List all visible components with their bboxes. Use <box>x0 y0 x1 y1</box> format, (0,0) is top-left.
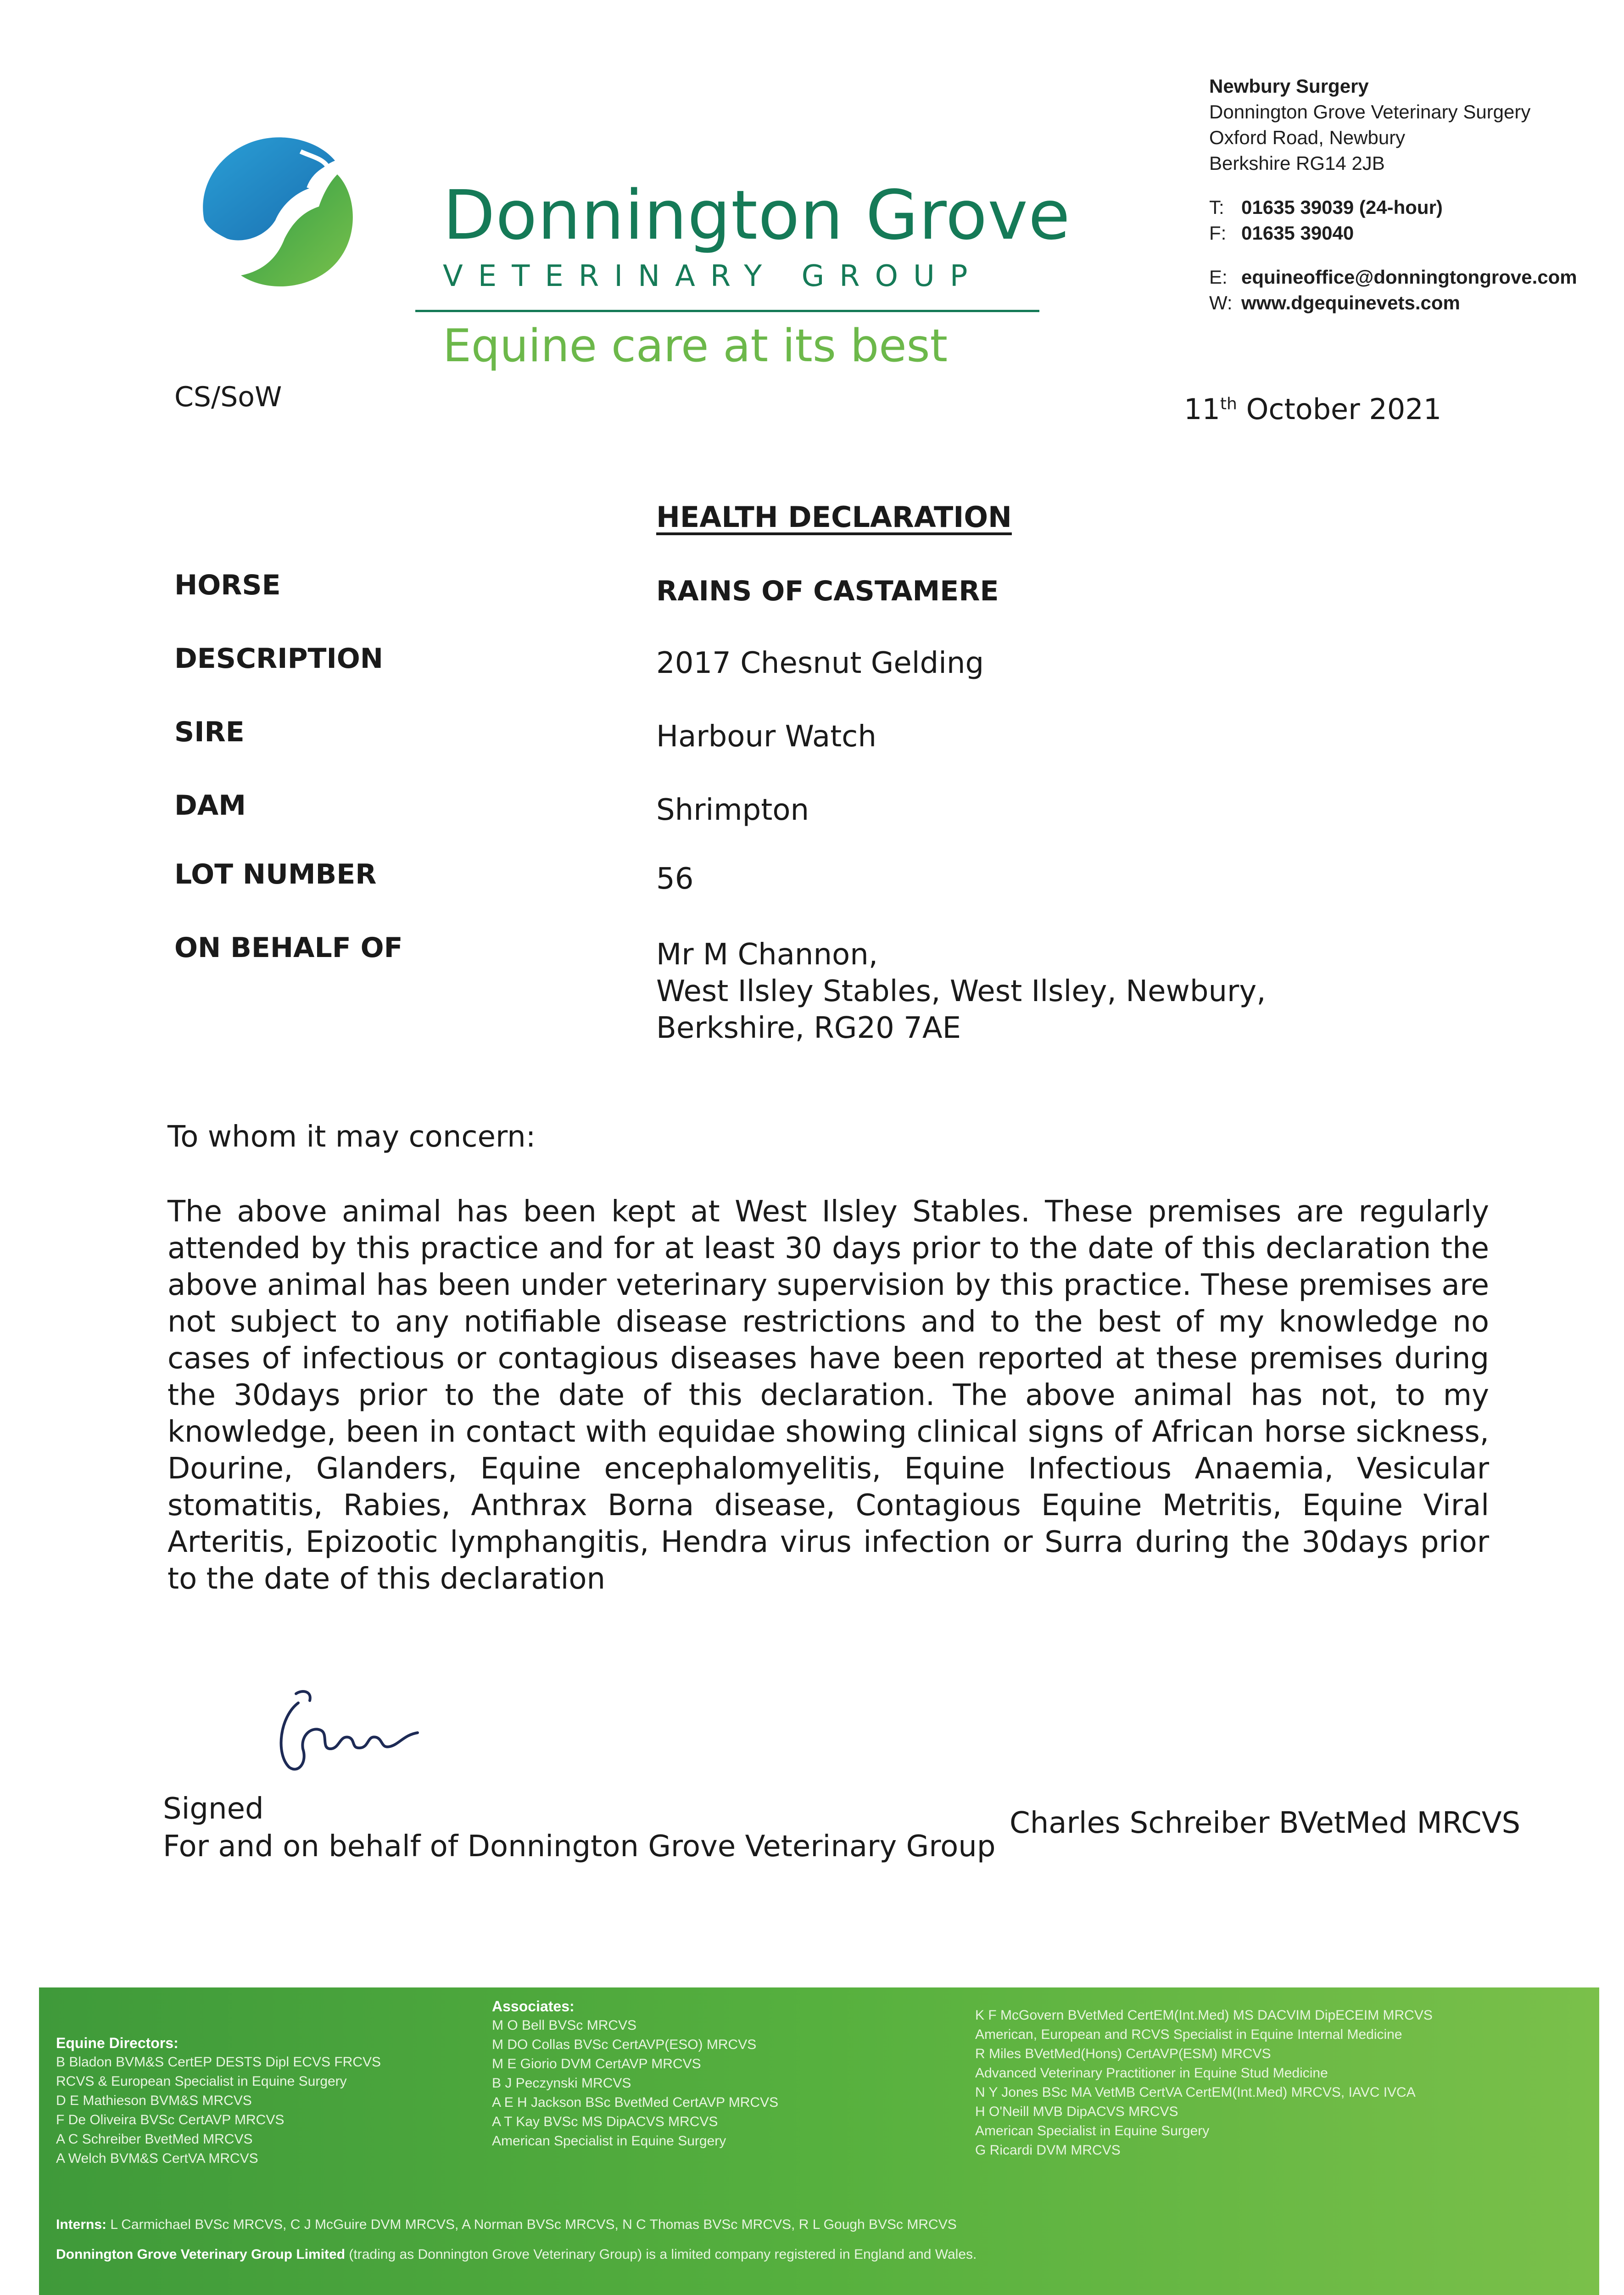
brand-subtitle: VETERINARY GROUP <box>443 259 983 293</box>
reference: CS/SoW <box>174 381 282 413</box>
list-item: K F McGovern BVetMed CertEM(Int.Med) MS DACVIM DipECEIM MRCVS <box>975 2008 1433 2023</box>
declaration-body: The above animal has been kept at West Ilsley Stables. These premises are regularly attended by this practice and for at least 30 days prior to the date of this declaration the above animal has been under veterinary supervision by this practice. These premises are not subject to any notifiable disease restrictions and to the best of my knowledge no cases of infectious or contagious diseases have been reported at these premises during the 30days prior to the date of this declaration. The above animal has not, to my knowledge, been in contact with equidae showing clinical signs of African horse sickness, Dourine, Glanders, Equine encephalomyelitis, Equine Infectious Anaemia, Vesicular stomatitis, Rabies, Anthrax Borna disease, Contagious Equine Metritis, Equine Viral Arteritis, Epizootic lymphangitis, Hendra virus infection or Surra during the 30days prior to the date of this declaration <box>167 1195 1489 1596</box>
letter-date <box>1184 392 1441 426</box>
lot-number-label: LOT NUMBER <box>174 858 377 890</box>
list-item: B J Peczynski MRCVS <box>492 2076 631 2091</box>
telephone-number[interactable]: 01635 39039 (24-hour) <box>1241 196 1443 218</box>
directors-column <box>56 2033 381 2168</box>
dam-value: Shrimpton <box>656 793 809 827</box>
list-item: American Specialist in Equine Surgery <box>975 2123 1210 2138</box>
list-item: RCVS & European Specialist in Equine Surgery <box>56 2074 347 2089</box>
address-line: Berkshire RG14 2JB <box>1209 152 1385 174</box>
interns-list: L Carmichael BVSc MRCVS, C J McGuire DVM MRCVS, A Norman BVSc MRCVS, N C Thomas BVSc MRCVS, R L Gough BVSc MRCVS <box>110 2217 957 2232</box>
list-item: A T Kay BVSc MS DipACVS MRCVS <box>492 2114 718 2129</box>
fax-number: 01635 39040 <box>1241 222 1354 244</box>
list-item: M O Bell BVSc MRCVS <box>492 2018 637 2033</box>
owner-address: West Ilsley Stables, West Ilsley, Newbury, <box>656 974 1266 1008</box>
email-link[interactable]: equineoffice@donningtongrove.com <box>1241 266 1577 288</box>
signature-mark <box>271 1685 427 1786</box>
owner-name: Mr M Channon, <box>656 938 878 972</box>
brand-divider <box>415 310 1039 312</box>
address-line: Oxford Road, Newbury <box>1209 127 1406 148</box>
specialists-column <box>975 2006 1433 2160</box>
date-suffix: th <box>1220 394 1237 414</box>
owner-address: Berkshire, RG20 7AE <box>656 1011 961 1045</box>
associates-column <box>492 1997 778 2151</box>
list-item: A E H Jackson BSc BvetMed CertAVP MRCVS <box>492 2095 779 2110</box>
description-value: 2017 Chesnut Gelding <box>656 646 984 680</box>
date-rest: October 2021 <box>1246 392 1442 426</box>
signed-on-behalf: For and on behalf of Donnington Grove Veterinary Group <box>163 1830 996 1864</box>
list-item: G Ricardi DVM MRCVS <box>975 2143 1121 2158</box>
telephone-label: T: <box>1209 196 1224 218</box>
fax-label: F: <box>1209 222 1227 244</box>
company-note: (trading as Donnington Grove Veterinary Group) is a limited company registered in England and Wales. <box>349 2247 977 2262</box>
signatory-name: Charles Schreiber BVetMed MRCVS <box>1010 1806 1521 1840</box>
list-item: F De Oliveira BVSc CertAVP MRCVS <box>56 2112 285 2127</box>
associates-heading: Associates: <box>492 1998 575 2015</box>
list-item: M E Giorio DVM CertAVP MRCVS <box>492 2056 701 2071</box>
lot-number-value: 56 <box>656 862 694 896</box>
on-behalf-of-value <box>656 936 1266 1047</box>
list-item: H O'Neill MVB DipACVS MRCVS <box>975 2104 1178 2119</box>
list-item: Advanced Veterinary Practitioner in Equine Stud Medicine <box>975 2066 1328 2081</box>
address-line: Donnington Grove Veterinary Surgery <box>1209 101 1531 123</box>
web-label: W: <box>1209 292 1233 313</box>
list-item: B Bladon BVM&S CertEP DESTS Dipl ECVS FRCVS <box>56 2054 381 2070</box>
description-label: DESCRIPTION <box>174 643 384 675</box>
document-title: HEALTH DECLARATION <box>656 500 1012 534</box>
list-item: D E Mathieson BVM&S MRCVS <box>56 2093 252 2108</box>
sire-value: Harbour Watch <box>656 720 876 754</box>
dam-label: DAM <box>174 789 246 822</box>
list-item: American, European and RCVS Specialist in Equine Internal Medicine <box>975 2027 1402 2042</box>
list-item: A Welch BVM&S CertVA MRCVS <box>56 2151 258 2166</box>
salutation: To whom it may concern: <box>167 1120 536 1154</box>
interns-label: Interns: <box>56 2217 107 2232</box>
list-item: R Miles BVetMed(Hons) CertAVP(ESM) MRCVS <box>975 2046 1271 2061</box>
company-name: Donnington Grove Veterinary Group Limited <box>56 2247 346 2262</box>
signed-label: Signed <box>163 1792 264 1826</box>
company-line <box>56 2247 977 2262</box>
email-label: E: <box>1209 266 1228 288</box>
website-link[interactable]: www.dgequinevets.com <box>1241 292 1460 313</box>
fax-row <box>1209 220 1577 246</box>
list-item: M DO Collas BVSc CertAVP(ESO) MRCVS <box>492 2037 757 2052</box>
email-row <box>1209 264 1577 290</box>
list-item: N Y Jones BSc MA VetMB CertVA CertEM(Int.Med) MRCVS, IAVC IVCA <box>975 2085 1416 2100</box>
directors-heading: Equine Directors: <box>56 2035 179 2051</box>
web-row <box>1209 290 1577 316</box>
contact-block <box>1209 73 1577 316</box>
interns-line <box>56 2217 957 2233</box>
logo-icon <box>186 124 369 298</box>
horse-value: RAINS OF CASTAMERE <box>656 575 999 607</box>
tagline: Equine care at its best <box>443 320 948 372</box>
surgery-name: Newbury Surgery <box>1209 75 1369 97</box>
sire-label: SIRE <box>174 716 245 748</box>
signed-block <box>163 1790 995 1865</box>
date-day: 11 <box>1184 392 1220 426</box>
telephone-row <box>1209 195 1577 220</box>
list-item: A C Schreiber BvetMed MRCVS <box>56 2132 253 2147</box>
on-behalf-of-label: ON BEHALF OF <box>174 932 403 964</box>
horse-label: HORSE <box>174 569 281 601</box>
brand-name: Donnington Grove <box>443 176 1071 255</box>
list-item: American Specialist in Equine Surgery <box>492 2133 726 2149</box>
